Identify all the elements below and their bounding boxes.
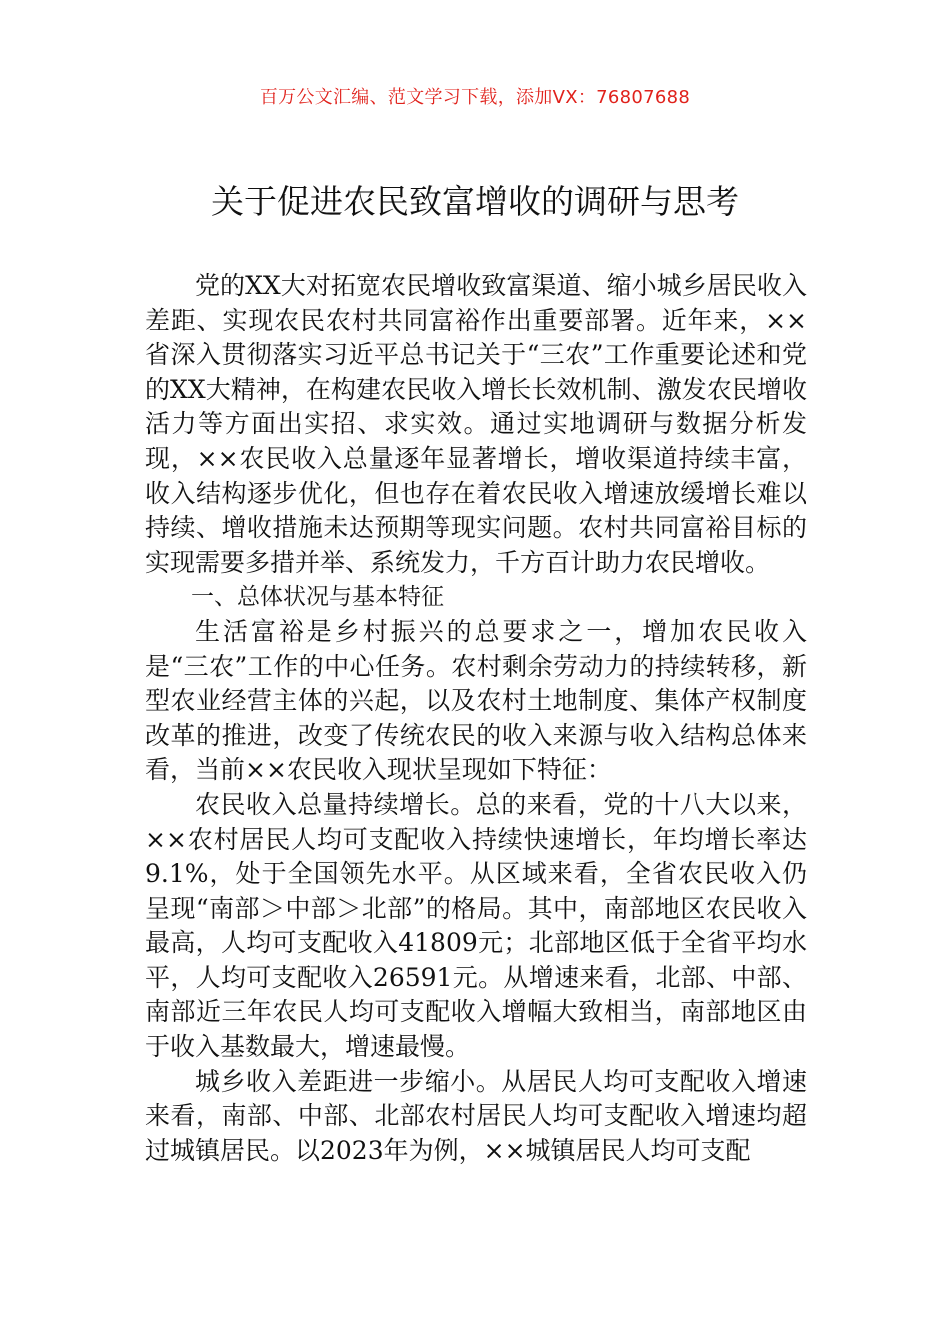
paragraph: 城乡收入差距进一步缩小。从居民人均可支配收入增速来看，南部、中部、北部农村居民人均可支配收入增速均超过城镇居民。以2023年为例，××城镇居民人均可支配 <box>145 1066 807 1165</box>
section-heading: 一、总体状况与基本特征 <box>191 584 444 611</box>
paragraph: 农民收入总量持续增长。总的来看，党的十八大以来，××农村居民人均可支配收入持续快速增长，年均增长率达9.1%，处于全国领先水平。从区域来看，全省农民收入仍呈现“南部＞中部＞北部”的格局。其中，南部地区农民收入最高，人均可支配收入41809元；北部地区低于全省平均水平，人均可支配收入26591元。从增速来看，北部、中部、南部近三年农民人均可支配收入增幅大致相当，南部地区由于收入基数最大，增速最慢。 <box>145 789 807 1062</box>
paragraph: 生活富裕是乡村振兴的总要求之一，增加农民收入是“三农”工作的中心任务。农村剩余劳动力的持续转移，新型农业经营主体的兴起，以及农村土地制度、集体产权制度改革的推进，改变了传统农民的收入来源与收入结构总体来看，当前××农民收入现状呈现如下特征： <box>145 616 807 785</box>
paragraph: 党的XX大对拓宽农民增收致富渠道、缩小城乡居民收入差距、实现农民农村共同富裕作出重要部署。近年来，××省深入贯彻落实习近平总书记关于“三农”工作重要论述和党的XX大精神，在构建农民收入增长长效机制、激发农民增收活力等方面出实招、求实效。通过实地调研与数据分析发现，××农民收入总量逐年显著增长，增收渠道持续丰富，收入结构逐步优化，但也存在着农民收入增速放缓增长难以持续、增收措施未达预期等现实问题。农村共同富裕目标的实现需要多措并举、系统发力，千方百计助力农民增收。 <box>145 271 807 577</box>
header-note: 百万公文汇编、范文学习下载，添加VX：76807688 <box>259 87 691 108</box>
document-body <box>145 269 807 1168</box>
document-title: 关于促进农民致富增收的调研与思考 <box>211 182 739 221</box>
